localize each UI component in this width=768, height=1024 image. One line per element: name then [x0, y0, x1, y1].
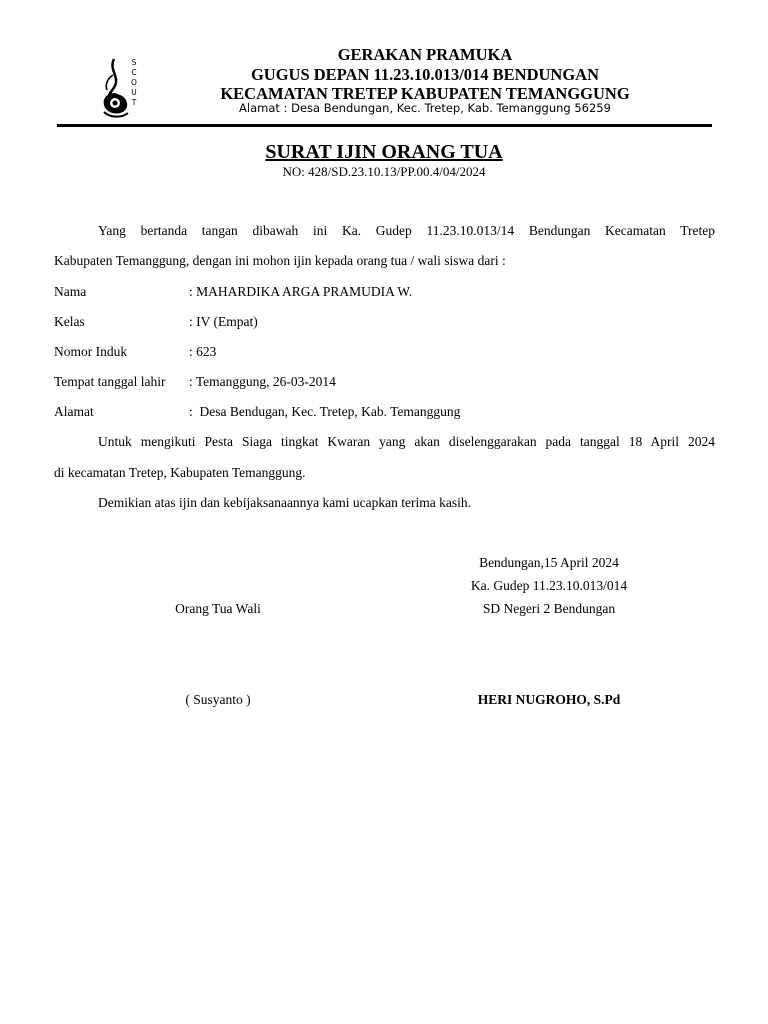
svg-text:S: S: [131, 58, 137, 67]
letter-title: SURAT IJIN ORANG TUA: [265, 141, 503, 163]
signer-role-1: Ka. Gudep 11.23.10.013/014: [470, 578, 628, 593]
svg-text:U: U: [131, 88, 137, 97]
org-name: GERAKAN PRAMUKA: [337, 45, 513, 64]
unit-name: GUGUS DEPAN 11.23.10.013/014 BENDUNGAN: [250, 65, 600, 84]
field-label-ttl: Tempat tanggal lahir: [54, 374, 166, 389]
signer-name: HERI NUGROHO, S.Pd: [477, 692, 621, 707]
intro-line-1: Yang bertanda tangan dibawah ini Ka. Gudep 11.23.10.013/14 Bendungan Kecamatan Tretep: [98, 223, 715, 238]
field-label-nomor-induk: Nomor Induk: [54, 344, 128, 359]
field-value-nama: : MAHARDIKA ARGA PRAMUDIA W.: [189, 284, 413, 299]
scout-emblem-icon: [98, 55, 148, 121]
closing-text: Demikian atas ijin dan kebijaksanaannya kami ucapkan terima kasih.: [98, 495, 471, 510]
field-label-nama: Nama: [54, 284, 87, 299]
svg-text:O: O: [131, 78, 137, 87]
field-value-kelas: : IV (Empat): [189, 314, 258, 329]
svg-text:C: C: [131, 68, 137, 77]
intro-line-2: Kabupaten Temanggung, dengan ini mohon ijin kepada orang tua / wali siswa dari :: [54, 253, 506, 268]
parent-name: ( Susyanto ): [185, 692, 251, 707]
signer-role-2: SD Negeri 2 Bendungan: [482, 601, 616, 616]
letterhead-divider: [57, 124, 712, 127]
letter-number: NO: 428/SD.23.10.13/PP.00.4/04/2024: [282, 164, 486, 179]
field-value-nomor-induk: : 623: [189, 344, 217, 359]
purpose-line-2: di kecamatan Tretep, Kabupaten Temanggung.: [54, 465, 306, 480]
parent-role: Orang Tua Wali: [175, 601, 261, 616]
scout-logo: [98, 55, 148, 121]
svg-text:T: T: [131, 98, 137, 107]
purpose-line-1: Untuk mengikuti Pesta Siaga tingkat Kwaran yang akan diselenggarakan pada tanggal 18 April 2024: [98, 434, 715, 449]
district-name: KECAMATAN TRETEP KABUPATEN TEMANGGUNG: [220, 84, 630, 103]
field-label-alamat: Alamat: [54, 404, 94, 419]
field-label-kelas: Kelas: [54, 314, 85, 329]
field-value-ttl: : Temanggung, 26-03-2014: [189, 374, 336, 389]
place-date: Bendungan,15 April 2024: [479, 555, 619, 570]
org-address: Alamat : Desa Bendungan, Kec. Tretep, Kab. Temanggung 56259: [239, 101, 611, 115]
field-value-alamat: : Desa Bendugan, Kec. Tretep, Kab. Temanggung: [189, 404, 461, 419]
